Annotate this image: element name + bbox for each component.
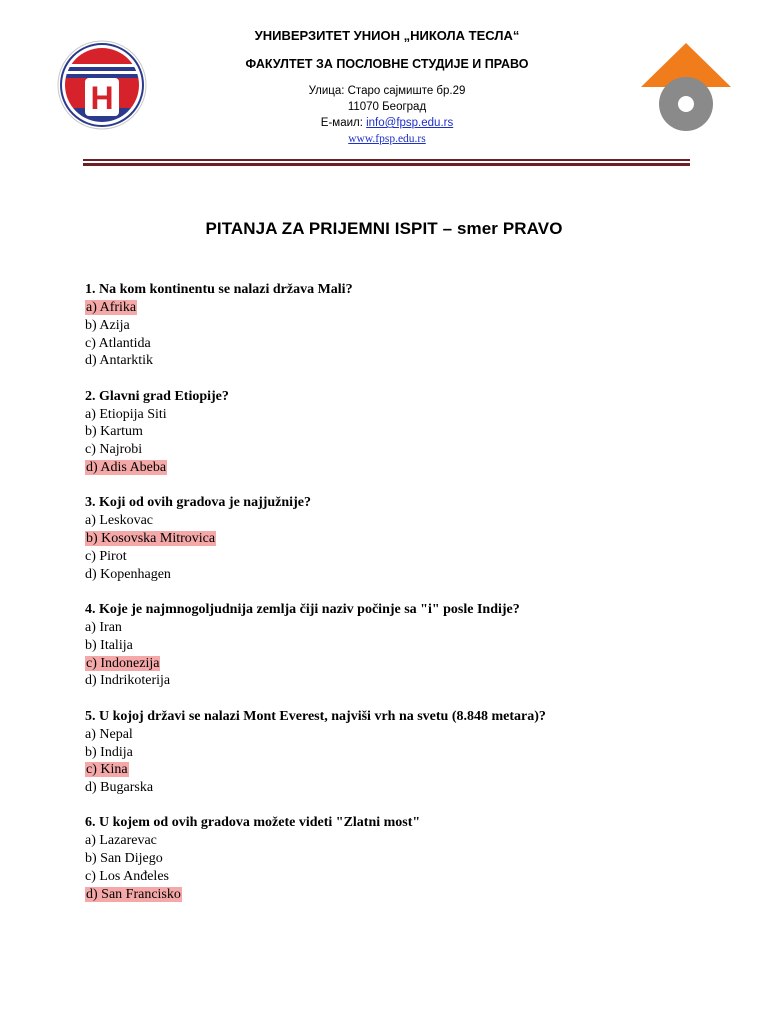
- answer-option: [85, 317, 685, 335]
- answer-option-correct: [85, 655, 685, 673]
- faculty-name: ФАКУЛТЕТ ЗА ПОСЛОВНЕ СТУДИЈЕ И ПРАВО: [245, 57, 529, 71]
- question-item: [85, 494, 685, 583]
- answer-option-label: b) Kartum: [85, 424, 143, 440]
- question-list: [85, 281, 685, 921]
- answer-option-label: b) Azija: [85, 317, 130, 333]
- answer-option-label: d) Kopenhagen: [85, 566, 171, 582]
- university-name: УНИВЕРЗИТЕТ УНИОН „НИКОЛА ТЕСЛА“: [254, 28, 520, 43]
- answer-option: [85, 335, 685, 353]
- question-item: [85, 281, 685, 370]
- email-link[interactable]: info@fpsp.edu.rs: [366, 117, 454, 129]
- question-item: [85, 708, 685, 797]
- answer-option-correct: [85, 761, 685, 779]
- question-item: [85, 388, 685, 477]
- faculty-logo-icon: [638, 40, 734, 136]
- answer-option-label: c) Los Anđeles: [85, 869, 169, 885]
- answer-option-label: b) Indija: [85, 744, 133, 760]
- question-text: 3. Koji od ovih gradova je najjužnije?: [85, 495, 311, 511]
- answer-option-label: a) Leskovac: [85, 513, 154, 529]
- answer-option: [85, 423, 685, 441]
- answer-option-label: a) Iran: [85, 620, 122, 636]
- answer-option-label: b) San Dijego: [85, 851, 163, 867]
- answer-option-label: c) Atlantida: [85, 335, 151, 351]
- header-divider-top: [83, 159, 690, 161]
- university-logo-icon: [57, 40, 147, 130]
- answer-option: [85, 352, 685, 370]
- answer-option: [85, 672, 685, 690]
- answer-option-label: a) Afrika: [86, 300, 137, 315]
- answer-option: [85, 637, 685, 655]
- answer-option: [85, 726, 685, 744]
- answer-option-label: c) Najrobi: [85, 442, 143, 458]
- address-block: [180, 83, 594, 147]
- document-title: PITANJA ZA PRIJEMNI ISPIT – smer PRAVO: [205, 219, 563, 238]
- city-address: 11070 Београд: [347, 101, 427, 113]
- answer-option-label: a) Lazarevac: [85, 833, 157, 849]
- answer-option-label: d) Antarktik: [85, 353, 154, 369]
- answer-option-label: d) San Francisko: [86, 886, 181, 902]
- answer-option: [85, 832, 685, 850]
- answer-option-label: c) Indonezija: [86, 655, 160, 671]
- answer-option: [85, 619, 685, 637]
- answer-option-label: d) Bugarska: [85, 780, 154, 796]
- answer-option-label: c) Kina: [86, 762, 128, 778]
- answer-option-label: b) Italija: [85, 637, 133, 653]
- answer-option-correct: [85, 459, 685, 477]
- institution-header: [180, 28, 594, 147]
- question-item: [85, 814, 685, 903]
- email-label: Е-маил:: [320, 117, 367, 129]
- email-line: [180, 115, 594, 131]
- answer-option: [85, 441, 685, 459]
- question-text: 1. Na kom kontinentu se nalazi država Mali?: [85, 282, 353, 297]
- question-text: 6. U kojem od ovih gradova možete videti "Zlatni most": [85, 815, 421, 831]
- question-text: 5. U kojoj državi se nalazi Mont Everest, najviši vrh na svetu (8.848 metara)?: [85, 708, 546, 724]
- answer-option-correct: [85, 886, 685, 904]
- website-link[interactable]: www.fpsp.edu.rs: [348, 133, 426, 145]
- street-address: Улица: Старо сајмиште бр.29: [308, 85, 466, 97]
- question-item: [85, 601, 685, 690]
- svg-text:H: H: [90, 80, 114, 116]
- answer-option: [85, 779, 685, 797]
- answer-option-label: d) Indrikoterija: [85, 673, 171, 689]
- answer-option-label: a) Etiopija Siti: [85, 406, 167, 422]
- answer-option-label: d) Adis Abeba: [86, 460, 167, 476]
- header-divider-bottom: [83, 163, 690, 166]
- answer-option: [85, 850, 685, 868]
- answer-option-label: c) Pirot: [85, 548, 127, 564]
- answer-option-correct: [85, 299, 685, 317]
- website-line: [180, 131, 594, 147]
- answer-option: [85, 566, 685, 584]
- answer-option-label: b) Kosovska Mitrovica: [86, 531, 216, 547]
- answer-option: [85, 512, 685, 530]
- question-text: 4. Koje je najmnogoljudnija zemlja čiji naziv počinje sa "i" posle Indije?: [85, 602, 520, 618]
- answer-option-correct: [85, 530, 685, 548]
- answer-option: [85, 406, 685, 424]
- question-text: 2. Glavni grad Etiopije?: [85, 388, 229, 404]
- answer-option: [85, 868, 685, 886]
- answer-option: [85, 548, 685, 566]
- answer-option-label: a) Nepal: [85, 726, 133, 742]
- answer-option: [85, 744, 685, 762]
